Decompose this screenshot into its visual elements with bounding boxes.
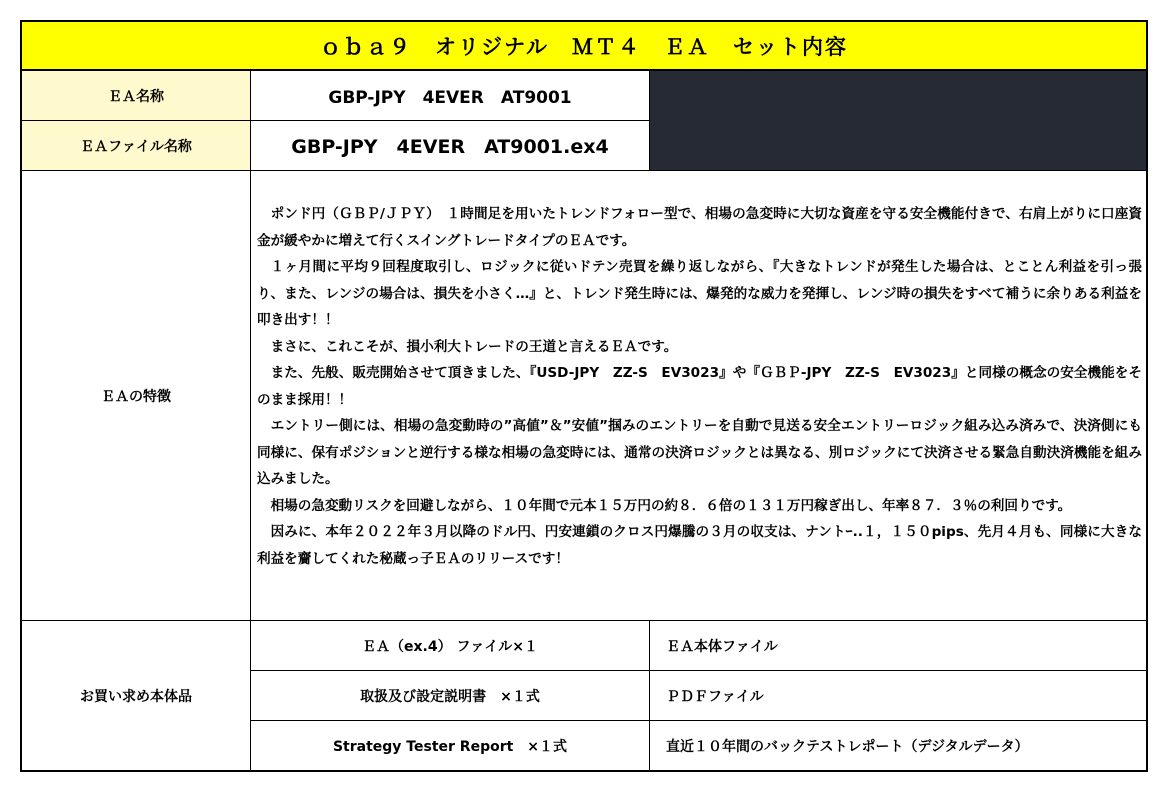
features-paragraph: １ヶ月間に平均９回程度取引し、ロジックに従いドテン売買を繰り返しながら、『大きなトレンドが発生した場合は、とことん利益を引っ張り、また、レンジの場合は、損失を小さく…』と、トレンド発生時には、爆発的な威力を発揮し、レンジ時の損失をすべて補うに余りある利益を叩き出す！！: [257, 259, 1142, 328]
features-paragraph: まさに、これこそが、損小利大トレードの王道と言えるＥＡです。: [270, 338, 678, 355]
features-paragraph: 相場の急変動リスクを回避しながら、１０年間で元本１５万円の約８．６倍の１３１万円稼ぎ出し、年率８７．３％の利回りです。: [270, 497, 1072, 514]
features-paragraph: また、先般、販売開始させて頂きました、『USD-JPY ZZ-S EV3023』や『ＧＢＰ-JPY ZZ-S EV3023』と同様の概念の安全機能をそのまま採用！！: [257, 365, 1142, 408]
ea-file-value: GBP-JPY 4EVER AT9001.ex4: [251, 121, 650, 171]
ea-name-value: GBP-JPY 4EVER AT9001: [251, 71, 650, 121]
features-paragraph: ポンド円（ＧＢＰ/ＪＰＹ） １時間足を用いたトレンドフォロー型で、相場の急変時に大切な資産を守る安全機能付きで、右肩上がりに口座資金が緩やかに増えて行くスイングトレードタイプのＥＡです。: [257, 206, 1142, 249]
ea-file-label: ＥＡファイル名称: [22, 121, 251, 171]
purchase-item-report: Strategy Tester Report ×１式: [251, 721, 650, 770]
dark-blank-panel: [650, 71, 1146, 171]
features-paragraph: エントリー側には、相場の急変動時の”高値”＆”安値”掴みのエントリーを自動で見送る安全エントリーロジック組み込み済みで、決済側にも同様に、保有ポジションと逆行する様な相場の急変時には、通常の決済ロジックとは異なる、別ロジックにて決済させる緊急自動決済機能を組み込みました。: [257, 418, 1142, 487]
features-text-block: [257, 201, 1142, 572]
features-paragraph: 因みに、本年２０２２年３月以降のドル円、円安連鎖のクロス円爆騰の３月の収支は、ナントｰ..１，１５０pips、先月４月も、同様に大きな利益を齎してくれた秘蔵っ子ＥＡのリリースです！: [257, 524, 1142, 567]
ea-set-contents-table: [20, 20, 1148, 772]
purchase-label: お買い求め本体品: [22, 621, 251, 770]
purchase-desc-manual: ＰＤＦファイル: [650, 671, 1146, 721]
table-title: ｏｂａ９ オリジナル ＭＴ４ ＥＡ セット内容: [22, 22, 1146, 71]
features-description: [251, 171, 1146, 621]
features-label: ＥＡの特徴: [22, 171, 251, 621]
purchase-item-ea-file: ＥＡ（ex.4） ファイル×１: [251, 621, 650, 671]
purchase-item-manual: 取扱及び設定説明書 ×１式: [251, 671, 650, 721]
purchase-desc-report: 直近１０年間のバックテストレポート（デジタルデータ）: [650, 721, 1146, 770]
ea-name-label: ＥＡ名称: [22, 71, 251, 121]
purchase-desc-ea-file: ＥＡ本体ファイル: [650, 621, 1146, 671]
